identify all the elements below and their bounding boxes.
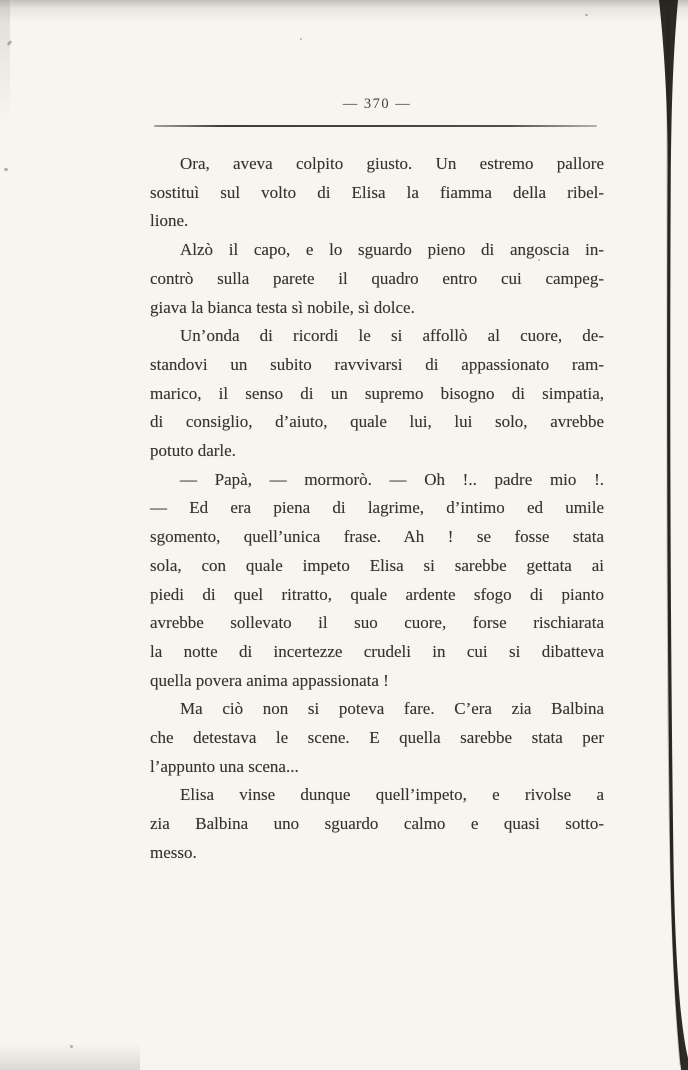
text-line: — Ed era piena di lagrime, d’intimo ed umile: [150, 498, 604, 518]
text-line: sostituì sul volto di Elisa la fiamma della ribel-: [150, 182, 604, 202]
text-line: quella povera anima appassionata !: [150, 670, 389, 690]
text-line: la notte di incertezze crudeli in cui si dibatteva: [150, 641, 604, 661]
text-line: giava la bianca testa sì nobile, sì dolce.: [150, 297, 415, 317]
text-line: Ora, aveva colpito giusto. Un estremo pallore: [180, 154, 604, 173]
text-line: che detestava le scene. E quella sarebbe stata per: [150, 728, 604, 748]
text-line: standovi un subito ravvivarsi di appassionato ram-: [150, 354, 604, 374]
text-line: — Papà, — mormorò. — Oh !.. padre mio !.: [180, 469, 604, 489]
text-line: potuto darle.: [150, 441, 236, 461]
text-line: zia Balbina uno sguardo calmo e quasi sotto-: [150, 814, 604, 834]
text-line: Un’onda di ricordi le si affollò al cuore, de-: [180, 326, 604, 346]
text-line: contrò sulla parete il quadro entro cui campeg-: [150, 268, 604, 288]
text-line: di consiglio, d’aiuto, quale lui, lui solo, avrebbe: [150, 412, 604, 432]
text-line: piedi di quel ritratto, quale ardente sfogo di pianto: [150, 584, 604, 604]
text-line: lione.: [150, 211, 189, 231]
text-line: marico, il senso di un supremo bisogno di simpatia,: [150, 383, 604, 403]
text-line: sola, con quale impeto Elisa si sarebbe gettata ai: [150, 555, 604, 575]
text-line: Alzò il capo, e lo sguardo pieno di angoscia in-: [180, 240, 604, 260]
text-line: messo.: [150, 842, 197, 862]
text-line: sgomento, quell’unica frase. Ah ! se fosse stata: [150, 527, 604, 547]
text-line: Ma ciò non si poteva fare. C’era zia Balbina: [180, 699, 604, 719]
page-number: — 370 —: [342, 96, 412, 112]
text-line: l’appunto una scena...: [150, 756, 299, 776]
text-line: Elisa vinse dunque quell’impeto, e rivolse a: [180, 785, 604, 805]
text-line: avrebbe sollevato il suo cuore, forse rischiarata: [150, 613, 604, 633]
